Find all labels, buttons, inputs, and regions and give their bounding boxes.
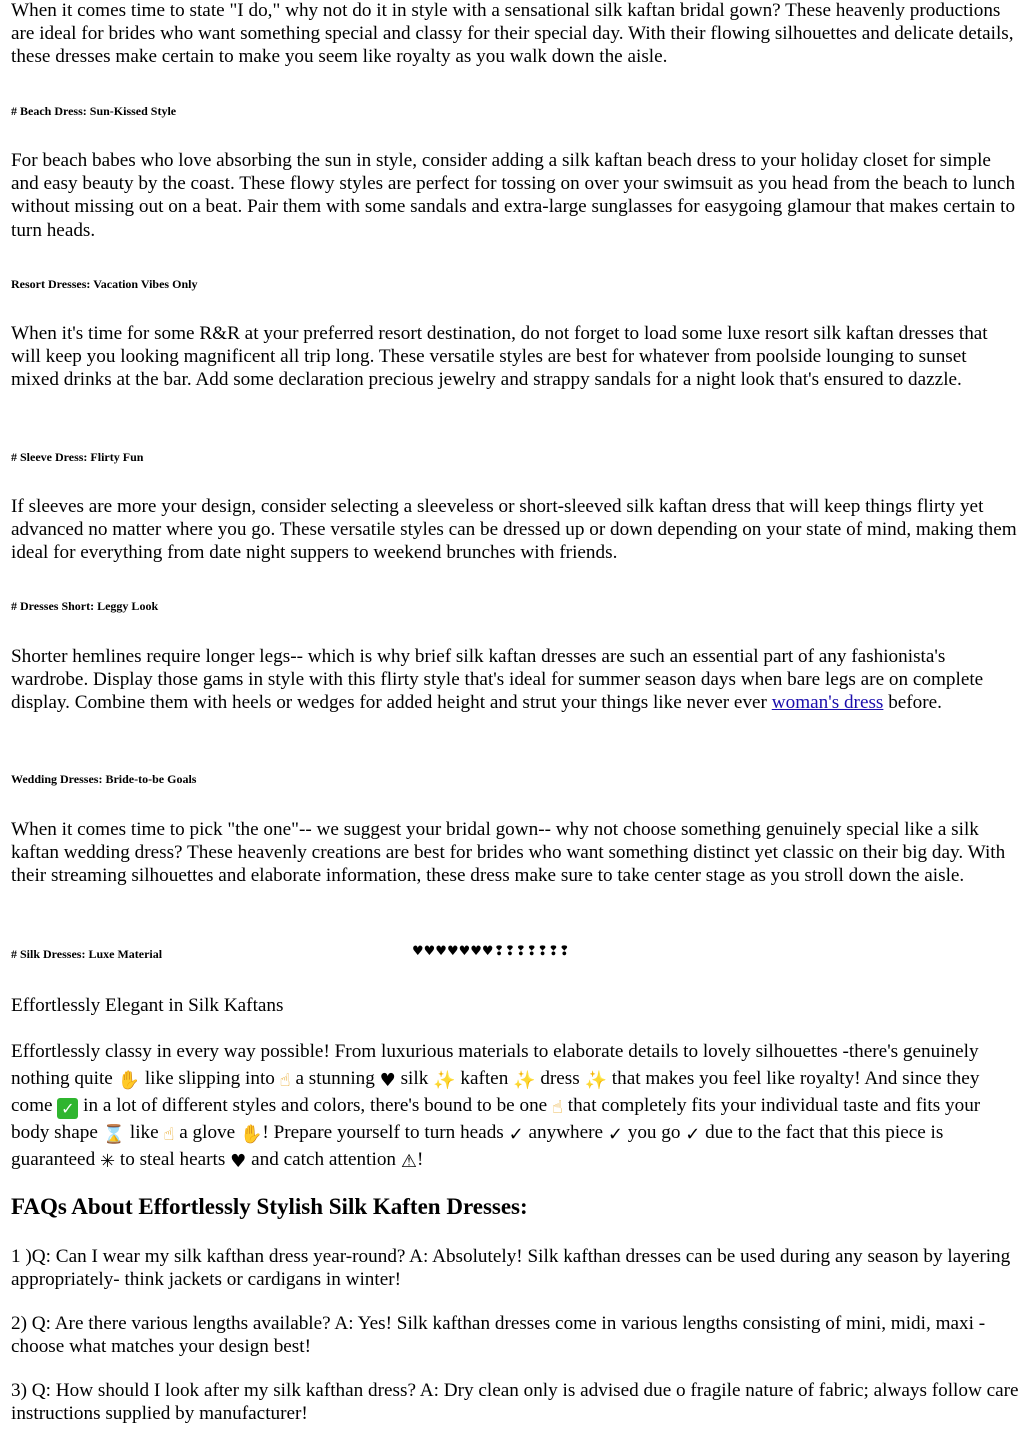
faq-heading: FAQs About Effortlessly Stylish Silk Kaften Dresses: bbox=[11, 1194, 528, 1219]
sparkles-icon: ✨ bbox=[584, 1070, 607, 1091]
elegant-title: Effortlessly Elegant in Silk Kaftans bbox=[11, 995, 284, 1016]
elegant-text-14: you go bbox=[627, 1122, 681, 1143]
section-heading-silk: # Silk Dresses: Luxe Material bbox=[11, 947, 163, 961]
check-icon: ✓ bbox=[508, 1124, 524, 1145]
decorative-hearts: ♥♥♥♥♥♥♥❢❢❢❢❢❢❢ bbox=[412, 944, 570, 959]
pointing-hand-icon: ☝ bbox=[279, 1070, 291, 1091]
elegant-text-13: anywhere bbox=[528, 1122, 604, 1143]
section-heading-short: # Dresses Short: Leggy Look bbox=[11, 599, 159, 613]
elegant-text-3: a stunning bbox=[295, 1068, 375, 1089]
section-body-short bbox=[11, 645, 1019, 715]
elegant-text-10: like bbox=[129, 1122, 159, 1143]
section-body-sleeve: If sleeves are more your design, consider selecting a sleeveless or short-sleeved silk kaftan dress that will keep things flirty yet advanced no matter where you go. These versatile styles can be dressed up or down depending on your state of mind, making them ideal for everything from date night suppers to weekend brunches with friends. bbox=[11, 496, 1017, 564]
elegant-text-8: in a lot of different styles and colors, there's bound to be one bbox=[83, 1095, 548, 1116]
sparkles-icon: ✨ bbox=[433, 1070, 456, 1091]
elegant-text-16: to steal hearts bbox=[119, 1149, 226, 1170]
section-heading-resort: Resort Dresses: Vacation Vibes Only bbox=[11, 277, 198, 291]
short-body-text: Shorter hemlines require longer legs-- which is why brief silk kaftan dresses are such an essential part of any fashionista's wardrobe. Display those gams in style with this flirty style that's ideal for summer season days when bare legs are on complete display. Combine them with heels or wedges for added height and strut your things like never ever bbox=[11, 646, 984, 714]
pointing-hand-icon: ☝ bbox=[551, 1097, 563, 1118]
heart-icon: ♥ bbox=[230, 1151, 247, 1172]
check-icon: ✓ bbox=[607, 1124, 623, 1145]
section-heading-sleeve: # Sleeve Dress: Flirty Fun bbox=[11, 450, 144, 464]
pointing-hand-icon: ☝ bbox=[163, 1124, 175, 1145]
elegant-text-17: and catch attention bbox=[251, 1149, 397, 1170]
faq-item: 3) Q: How should I look after my silk kafthan dress? A: Dry clean only is advised due o fragile nature of fabric; always follow care instructions supplied by manufacturer! bbox=[11, 1380, 1019, 1425]
elegant-text-4: silk bbox=[400, 1068, 429, 1089]
faq-item: 1 )Q: Can I wear my silk kafthan dress year-round? A: Absolutely! Silk kafthan dresses can be used during any season by layering appropriately- think jackets or cardigans in winter! bbox=[11, 1246, 1011, 1291]
raised-hand-icon: ✋ bbox=[117, 1070, 141, 1091]
elegant-text-15: due to the fact that this piece is guaranteed bbox=[11, 1122, 944, 1170]
womans-dress-link[interactable]: woman's dress bbox=[771, 692, 884, 714]
elegant-text-11: a glove bbox=[179, 1122, 236, 1143]
check-box-icon: ✓ bbox=[57, 1098, 78, 1119]
raised-hand-icon: ✋ bbox=[239, 1124, 263, 1145]
short-body-tail: before. bbox=[883, 692, 942, 714]
section-heading-beach: # Beach Dress: Sun-Kissed Style bbox=[11, 104, 177, 118]
elegant-text-5: kaften bbox=[460, 1068, 509, 1089]
section-body-beach: For beach babes who love absorbing the sun in style, consider adding a silk kaftan beach dress to your holiday closet for simple and easy beauty by the coast. These flowy styles are perfect for tossing on over your swimsuit as you head from the beach to lunch without missing out on a beat. Pair them with some sandals and extra-large sunglasses for easygoing glamour that makes certain to turn heads. bbox=[11, 150, 1016, 241]
section-body-wedding: When it comes time to pick "the one"-- we suggest your bridal gown-- why not choose something genuinely special like a silk kaftan wedding dress? These heavenly creations are best for brides who want something distinct yet classic on their big day. With their streaming silhouettes and elaborate information, these dress make sure to take center stage as you stroll down the aisle. bbox=[11, 819, 1006, 887]
intro-paragraph: When it comes time to state "I do," why not do it in style with a sensational silk kaftan bridal gown? These heavenly productions are ideal for brides who want something special and classy for their special day. With their flowing silhouettes and delicate details, these dresses make certain to make you seem like royalty as you walk down the aisle. bbox=[11, 0, 1014, 68]
check-icon: ✓ bbox=[685, 1124, 701, 1145]
elegant-text-9: that completely fits your individual taste and fits your body shape bbox=[11, 1095, 981, 1143]
faq-item: 2) Q: Are there various lengths available? A: Yes! Silk kafthan dresses come in various lengths consisting of mini, midi, maxi - choose what matches your design best! bbox=[11, 1313, 986, 1358]
elegant-text-18: ! bbox=[416, 1149, 424, 1170]
elegant-paragraph bbox=[11, 1038, 1019, 1173]
warning-icon: ⚠ bbox=[400, 1151, 417, 1172]
asterisk-icon: ✳ bbox=[99, 1151, 116, 1172]
hourglass-icon: ⌛ bbox=[102, 1124, 126, 1145]
section-body-resort: When it's time for some R&R at your preferred resort destination, do not forget to load some luxe resort silk kaftan dresses that will keep you looking magnificent all trip long. These versatile styles are best for whatever from poolside lounging to sunset mixed drinks at the bar. Add some declaration precious jewelry and strappy sandals for a night look that's ensured to dazzle. bbox=[11, 323, 988, 391]
elegant-text-1: Effortlessly classy in every way possible! From luxurious materials to elaborate details to lovely silhouettes -there's genuinely nothing quite bbox=[11, 1041, 979, 1089]
section-heading-wedding: Wedding Dresses: Bride-to-be Goals bbox=[11, 772, 197, 786]
elegant-text-6: dress bbox=[540, 1068, 580, 1089]
sparkles-icon: ✨ bbox=[513, 1070, 536, 1091]
elegant-text-12: ! Prepare yourself to turn heads bbox=[262, 1122, 504, 1143]
heart-icon: ♥ bbox=[379, 1070, 396, 1091]
elegant-text-7: that makes you feel like royalty! And since they come bbox=[11, 1068, 980, 1116]
elegant-text-2: like slipping into bbox=[144, 1068, 275, 1089]
